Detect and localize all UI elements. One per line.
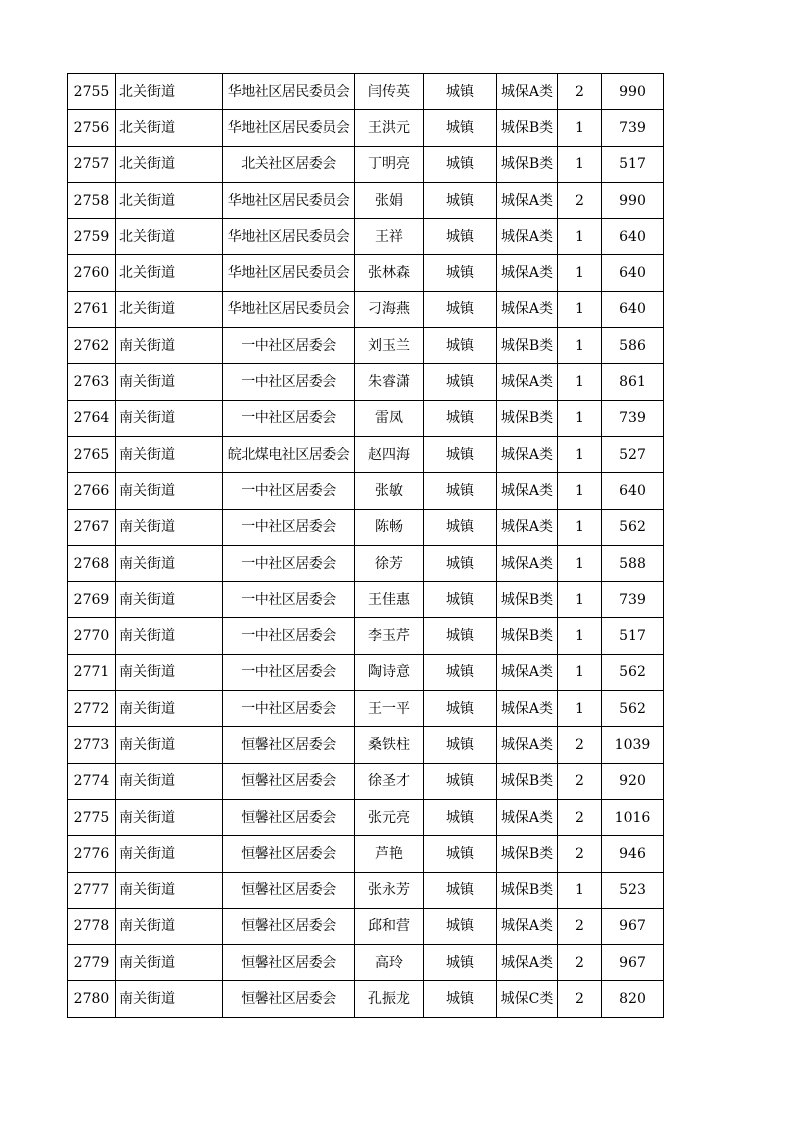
cell-amount: 527 xyxy=(602,436,664,472)
cell-category: 城保B类 xyxy=(497,836,558,872)
cell-category: 城保C类 xyxy=(497,981,558,1017)
cell-street: 南关街道 xyxy=(116,618,223,654)
cell-amount: 640 xyxy=(602,219,664,255)
cell-category: 城保A类 xyxy=(497,799,558,835)
cell-category: 城保A类 xyxy=(497,691,558,727)
cell-person-name: 刘玉兰 xyxy=(355,328,424,364)
cell-household-count: 1 xyxy=(558,872,602,908)
cell-serial-number: 2775 xyxy=(68,799,116,835)
cell-community: 恒馨社区居委会 xyxy=(223,799,355,835)
cell-person-name: 王一平 xyxy=(355,691,424,727)
cell-area-type: 城镇 xyxy=(424,836,497,872)
cell-street: 南关街道 xyxy=(116,654,223,690)
table-row xyxy=(68,836,664,872)
cell-amount: 517 xyxy=(602,618,664,654)
cell-community: 一中社区居委会 xyxy=(223,328,355,364)
cell-street: 南关街道 xyxy=(116,436,223,472)
cell-serial-number: 2761 xyxy=(68,291,116,327)
table-row xyxy=(68,110,664,146)
cell-person-name: 邱和营 xyxy=(355,908,424,944)
cell-area-type: 城镇 xyxy=(424,763,497,799)
table-body xyxy=(68,74,664,1018)
cell-community: 北关社区居委会 xyxy=(223,146,355,182)
cell-household-count: 2 xyxy=(558,74,602,110)
cell-person-name: 李玉芹 xyxy=(355,618,424,654)
cell-household-count: 1 xyxy=(558,364,602,400)
cell-category: 城保A类 xyxy=(497,291,558,327)
table-row xyxy=(68,255,664,291)
cell-person-name: 徐圣才 xyxy=(355,763,424,799)
table-row xyxy=(68,799,664,835)
cell-category: 城保A类 xyxy=(497,473,558,509)
cell-serial-number: 2758 xyxy=(68,182,116,218)
cell-serial-number: 2774 xyxy=(68,763,116,799)
cell-amount: 523 xyxy=(602,872,664,908)
cell-community: 恒馨社区居委会 xyxy=(223,763,355,799)
table-row xyxy=(68,981,664,1017)
cell-category: 城保A类 xyxy=(497,545,558,581)
cell-household-count: 1 xyxy=(558,691,602,727)
cell-person-name: 张元亮 xyxy=(355,799,424,835)
cell-serial-number: 2759 xyxy=(68,219,116,255)
cell-serial-number: 2771 xyxy=(68,654,116,690)
cell-person-name: 张敏 xyxy=(355,473,424,509)
cell-amount: 990 xyxy=(602,182,664,218)
cell-area-type: 城镇 xyxy=(424,582,497,618)
cell-area-type: 城镇 xyxy=(424,219,497,255)
cell-community: 一中社区居委会 xyxy=(223,654,355,690)
cell-person-name: 王佳惠 xyxy=(355,582,424,618)
cell-household-count: 1 xyxy=(558,473,602,509)
cell-serial-number: 2778 xyxy=(68,908,116,944)
cell-household-count: 1 xyxy=(558,509,602,545)
table-row xyxy=(68,582,664,618)
cell-community: 皖北煤电社区居委会 xyxy=(223,436,355,472)
cell-serial-number: 2769 xyxy=(68,582,116,618)
cell-community: 华地社区居民委员会 xyxy=(223,74,355,110)
cell-household-count: 1 xyxy=(558,146,602,182)
cell-community: 恒馨社区居委会 xyxy=(223,981,355,1017)
cell-serial-number: 2757 xyxy=(68,146,116,182)
cell-community: 一中社区居委会 xyxy=(223,691,355,727)
cell-area-type: 城镇 xyxy=(424,146,497,182)
cell-household-count: 2 xyxy=(558,836,602,872)
table-row xyxy=(68,763,664,799)
cell-person-name: 王洪元 xyxy=(355,110,424,146)
cell-community: 华地社区居民委员会 xyxy=(223,255,355,291)
cell-street: 北关街道 xyxy=(116,291,223,327)
cell-street: 北关街道 xyxy=(116,219,223,255)
cell-street: 南关街道 xyxy=(116,763,223,799)
cell-household-count: 2 xyxy=(558,799,602,835)
cell-serial-number: 2768 xyxy=(68,545,116,581)
cell-category: 城保A类 xyxy=(497,654,558,690)
cell-street: 北关街道 xyxy=(116,182,223,218)
cell-household-count: 2 xyxy=(558,908,602,944)
cell-household-count: 1 xyxy=(558,219,602,255)
cell-community: 一中社区居委会 xyxy=(223,545,355,581)
cell-category: 城保A类 xyxy=(497,74,558,110)
cell-street: 南关街道 xyxy=(116,364,223,400)
table-row xyxy=(68,654,664,690)
cell-amount: 739 xyxy=(602,582,664,618)
cell-serial-number: 2770 xyxy=(68,618,116,654)
cell-person-name: 桑铁柱 xyxy=(355,727,424,763)
cell-person-name: 王祥 xyxy=(355,219,424,255)
cell-category: 城保A类 xyxy=(497,727,558,763)
cell-serial-number: 2756 xyxy=(68,110,116,146)
table-row xyxy=(68,691,664,727)
cell-amount: 640 xyxy=(602,473,664,509)
cell-serial-number: 2760 xyxy=(68,255,116,291)
cell-category: 城保B类 xyxy=(497,763,558,799)
cell-person-name: 陶诗意 xyxy=(355,654,424,690)
table-row xyxy=(68,182,664,218)
cell-area-type: 城镇 xyxy=(424,691,497,727)
cell-category: 城保A类 xyxy=(497,364,558,400)
cell-category: 城保A类 xyxy=(497,908,558,944)
cell-community: 恒馨社区居委会 xyxy=(223,945,355,981)
cell-serial-number: 2777 xyxy=(68,872,116,908)
cell-street: 南关街道 xyxy=(116,328,223,364)
cell-person-name: 雷凤 xyxy=(355,400,424,436)
cell-category: 城保A类 xyxy=(497,182,558,218)
cell-category: 城保A类 xyxy=(497,509,558,545)
cell-household-count: 2 xyxy=(558,763,602,799)
cell-household-count: 1 xyxy=(558,291,602,327)
cell-serial-number: 2773 xyxy=(68,727,116,763)
cell-street: 北关街道 xyxy=(116,255,223,291)
cell-area-type: 城镇 xyxy=(424,182,497,218)
cell-community: 恒馨社区居委会 xyxy=(223,727,355,763)
table-row xyxy=(68,618,664,654)
cell-amount: 640 xyxy=(602,291,664,327)
cell-household-count: 1 xyxy=(558,400,602,436)
cell-area-type: 城镇 xyxy=(424,799,497,835)
cell-amount: 517 xyxy=(602,146,664,182)
cell-category: 城保B类 xyxy=(497,582,558,618)
cell-person-name: 陈畅 xyxy=(355,509,424,545)
cell-serial-number: 2780 xyxy=(68,981,116,1017)
data-table xyxy=(67,73,664,1018)
cell-street: 北关街道 xyxy=(116,74,223,110)
cell-household-count: 2 xyxy=(558,182,602,218)
cell-area-type: 城镇 xyxy=(424,400,497,436)
cell-person-name: 闫传英 xyxy=(355,74,424,110)
cell-area-type: 城镇 xyxy=(424,545,497,581)
cell-person-name: 孔振龙 xyxy=(355,981,424,1017)
cell-area-type: 城镇 xyxy=(424,727,497,763)
cell-community: 华地社区居民委员会 xyxy=(223,182,355,218)
table-row xyxy=(68,291,664,327)
cell-person-name: 赵四海 xyxy=(355,436,424,472)
cell-area-type: 城镇 xyxy=(424,908,497,944)
cell-amount: 1039 xyxy=(602,727,664,763)
cell-category: 城保A类 xyxy=(497,255,558,291)
cell-serial-number: 2765 xyxy=(68,436,116,472)
cell-household-count: 1 xyxy=(558,436,602,472)
cell-area-type: 城镇 xyxy=(424,291,497,327)
cell-area-type: 城镇 xyxy=(424,328,497,364)
cell-street: 南关街道 xyxy=(116,981,223,1017)
cell-community: 恒馨社区居委会 xyxy=(223,836,355,872)
table-row xyxy=(68,473,664,509)
cell-serial-number: 2762 xyxy=(68,328,116,364)
cell-household-count: 2 xyxy=(558,727,602,763)
cell-category: 城保B类 xyxy=(497,110,558,146)
cell-amount: 588 xyxy=(602,545,664,581)
cell-community: 华地社区居民委员会 xyxy=(223,219,355,255)
cell-community: 一中社区居委会 xyxy=(223,473,355,509)
table-row xyxy=(68,509,664,545)
cell-area-type: 城镇 xyxy=(424,436,497,472)
table-row xyxy=(68,727,664,763)
cell-community: 一中社区居委会 xyxy=(223,582,355,618)
cell-street: 南关街道 xyxy=(116,545,223,581)
cell-person-name: 刁海燕 xyxy=(355,291,424,327)
cell-amount: 920 xyxy=(602,763,664,799)
cell-area-type: 城镇 xyxy=(424,981,497,1017)
cell-amount: 990 xyxy=(602,74,664,110)
cell-amount: 946 xyxy=(602,836,664,872)
cell-area-type: 城镇 xyxy=(424,74,497,110)
cell-community: 一中社区居委会 xyxy=(223,364,355,400)
cell-amount: 967 xyxy=(602,908,664,944)
cell-person-name: 丁明亮 xyxy=(355,146,424,182)
cell-household-count: 1 xyxy=(558,545,602,581)
table-row xyxy=(68,400,664,436)
cell-person-name: 张娟 xyxy=(355,182,424,218)
cell-serial-number: 2779 xyxy=(68,945,116,981)
cell-serial-number: 2776 xyxy=(68,836,116,872)
cell-street: 南关街道 xyxy=(116,908,223,944)
cell-street: 南关街道 xyxy=(116,836,223,872)
cell-amount: 820 xyxy=(602,981,664,1017)
cell-community: 一中社区居委会 xyxy=(223,509,355,545)
table-row xyxy=(68,219,664,255)
cell-amount: 640 xyxy=(602,255,664,291)
cell-street: 南关街道 xyxy=(116,799,223,835)
cell-community: 一中社区居委会 xyxy=(223,618,355,654)
cell-street: 南关街道 xyxy=(116,509,223,545)
cell-category: 城保B类 xyxy=(497,400,558,436)
cell-household-count: 1 xyxy=(558,618,602,654)
cell-amount: 562 xyxy=(602,509,664,545)
cell-street: 南关街道 xyxy=(116,945,223,981)
cell-person-name: 徐芳 xyxy=(355,545,424,581)
cell-household-count: 1 xyxy=(558,328,602,364)
table-row xyxy=(68,908,664,944)
cell-area-type: 城镇 xyxy=(424,654,497,690)
cell-person-name: 张永芳 xyxy=(355,872,424,908)
cell-community: 一中社区居委会 xyxy=(223,400,355,436)
cell-category: 城保A类 xyxy=(497,219,558,255)
cell-amount: 1016 xyxy=(602,799,664,835)
cell-area-type: 城镇 xyxy=(424,618,497,654)
cell-street: 南关街道 xyxy=(116,872,223,908)
cell-person-name: 高玲 xyxy=(355,945,424,981)
table-row xyxy=(68,328,664,364)
cell-amount: 967 xyxy=(602,945,664,981)
cell-category: 城保B类 xyxy=(497,146,558,182)
cell-street: 北关街道 xyxy=(116,110,223,146)
cell-household-count: 1 xyxy=(558,654,602,690)
cell-street: 南关街道 xyxy=(116,727,223,763)
cell-community: 恒馨社区居委会 xyxy=(223,908,355,944)
cell-street: 南关街道 xyxy=(116,582,223,618)
cell-amount: 739 xyxy=(602,110,664,146)
cell-serial-number: 2764 xyxy=(68,400,116,436)
cell-amount: 562 xyxy=(602,654,664,690)
table-row xyxy=(68,74,664,110)
cell-category: 城保B类 xyxy=(497,618,558,654)
cell-household-count: 1 xyxy=(558,255,602,291)
cell-serial-number: 2766 xyxy=(68,473,116,509)
cell-household-count: 2 xyxy=(558,945,602,981)
cell-person-name: 朱睿潇 xyxy=(355,364,424,400)
cell-serial-number: 2767 xyxy=(68,509,116,545)
cell-street: 北关街道 xyxy=(116,146,223,182)
cell-amount: 586 xyxy=(602,328,664,364)
table-row xyxy=(68,146,664,182)
cell-area-type: 城镇 xyxy=(424,945,497,981)
table-row xyxy=(68,436,664,472)
cell-category: 城保A类 xyxy=(497,945,558,981)
cell-household-count: 2 xyxy=(558,981,602,1017)
table-row xyxy=(68,945,664,981)
cell-household-count: 1 xyxy=(558,110,602,146)
cell-area-type: 城镇 xyxy=(424,509,497,545)
cell-serial-number: 2755 xyxy=(68,74,116,110)
table-row xyxy=(68,872,664,908)
table-row xyxy=(68,364,664,400)
cell-street: 南关街道 xyxy=(116,400,223,436)
cell-area-type: 城镇 xyxy=(424,473,497,509)
cell-serial-number: 2772 xyxy=(68,691,116,727)
cell-area-type: 城镇 xyxy=(424,110,497,146)
cell-amount: 739 xyxy=(602,400,664,436)
cell-street: 南关街道 xyxy=(116,473,223,509)
cell-community: 华地社区居民委员会 xyxy=(223,110,355,146)
cell-area-type: 城镇 xyxy=(424,364,497,400)
cell-street: 南关街道 xyxy=(116,691,223,727)
cell-household-count: 1 xyxy=(558,582,602,618)
cell-area-type: 城镇 xyxy=(424,872,497,908)
cell-amount: 562 xyxy=(602,691,664,727)
cell-community: 华地社区居民委员会 xyxy=(223,291,355,327)
cell-person-name: 芦艳 xyxy=(355,836,424,872)
cell-category: 城保B类 xyxy=(497,872,558,908)
cell-person-name: 张林森 xyxy=(355,255,424,291)
cell-amount: 861 xyxy=(602,364,664,400)
cell-category: 城保B类 xyxy=(497,328,558,364)
table-row xyxy=(68,545,664,581)
cell-area-type: 城镇 xyxy=(424,255,497,291)
cell-category: 城保A类 xyxy=(497,436,558,472)
cell-serial-number: 2763 xyxy=(68,364,116,400)
cell-community: 恒馨社区居委会 xyxy=(223,872,355,908)
